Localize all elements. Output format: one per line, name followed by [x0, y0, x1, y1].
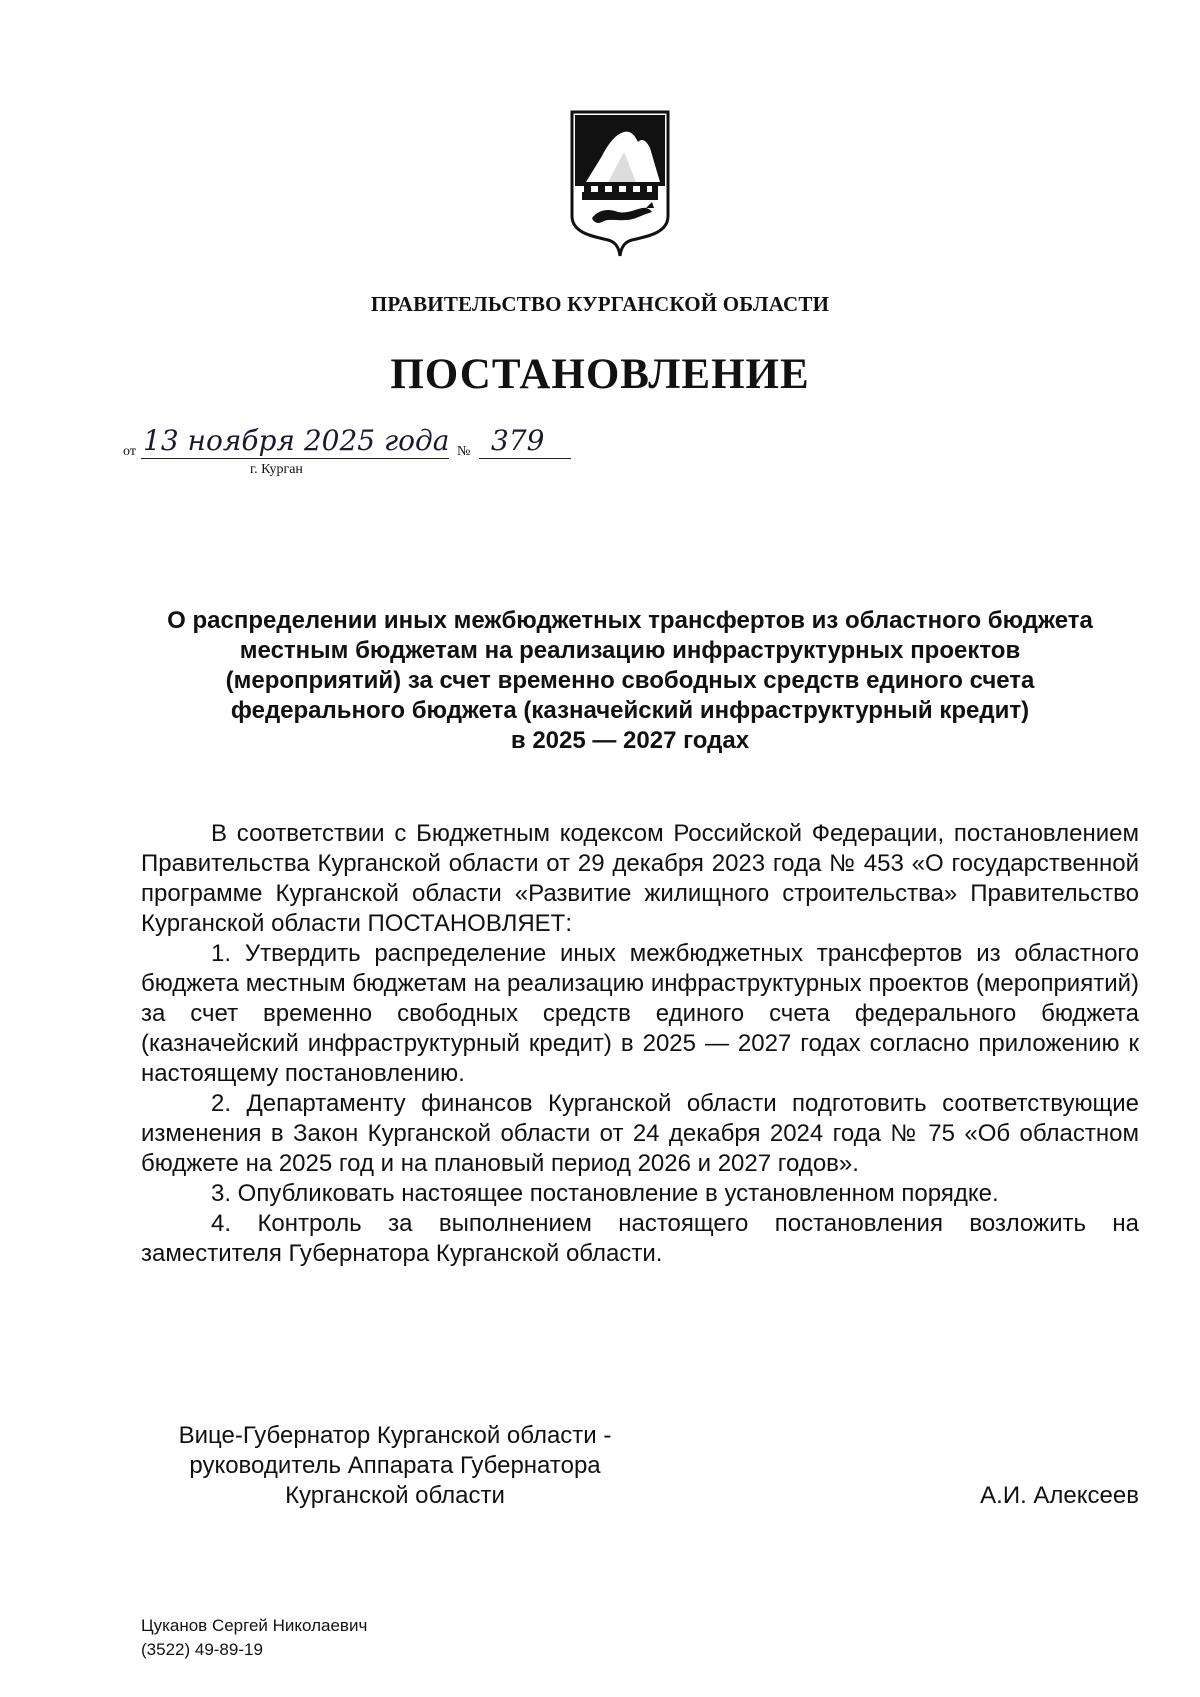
- signatory-position: [130, 1421, 660, 1511]
- handwritten-number: 379: [491, 424, 545, 457]
- organization-name: ПРАВИТЕЛЬСТВО КУРГАНСКОЙ ОБЛАСТИ: [370, 292, 830, 316]
- title-line: О распределении иных межбюджетных трансфертов из областного бюджета: [167, 607, 1093, 634]
- number-underline: [479, 458, 571, 459]
- title-line: в 2025 — 2027 годах: [510, 727, 750, 754]
- signatory-name: А.И. Алексеев: [980, 1482, 1139, 1509]
- executor-name: Цуканов Сергей Николаевич: [141, 1616, 368, 1635]
- executor-contact: [141, 1614, 367, 1662]
- date-number-line: [123, 424, 643, 492]
- title-line: (мероприятий) за счет временно свободных средств единого счета: [225, 667, 1035, 694]
- document-title: [130, 606, 1130, 756]
- title-line: федерального бюджета (казначейский инфраструктурный кредит): [230, 697, 1030, 724]
- coat-of-arms-emblem: [568, 108, 672, 260]
- title-line: местным бюджетам на реализацию инфраструктурных проектов: [239, 637, 1021, 664]
- position-line: Вице-Губернатор Курганской области -: [178, 1422, 612, 1449]
- document-type-heading: ПОСТАНОВЛЕНИЕ: [390, 351, 810, 398]
- from-label: от: [123, 444, 136, 459]
- position-line: Курганской области: [285, 1482, 505, 1509]
- position-line: руководитель Аппарата Губернатора: [189, 1452, 601, 1479]
- clause-1: 1. Утвердить распределение иных межбюджетных трансфертов из областного бюджета местным бюджетам на реализацию инфраструктурных проектов (мероприятий) за счет временно свободных средств единого счета федерального бюджета (казначейский инфраструктурный кредит) в 2025 — 2027 годах согласно приложению к настоящему постановлению.: [141, 940, 1139, 1087]
- executor-phone: (3522) 49-89-19: [141, 1640, 263, 1659]
- clause-4: 4. Контроль за выполнением настоящего постановления возложить на заместителя Губернатора Курганской области.: [141, 1210, 1139, 1267]
- city-label: г. Курган: [250, 462, 303, 477]
- date-underline: [141, 458, 449, 459]
- handwritten-date: 13 ноября 2025 года: [143, 424, 450, 457]
- preamble-paragraph: В соответствии с Бюджетным кодексом Российской Федерации, постановлением Правительства Курганской области от 29 декабря 2023 года № 453 «О государственной программе Курганской области «Развитие жилищного строительства» Правительство Курганской области ПОСТАНОВЛЯЕТ:: [141, 820, 1139, 937]
- clause-3: 3. Опубликовать настоящее постановление в установленном порядке.: [211, 1180, 999, 1207]
- clause-2: 2. Департаменту финансов Курганской области подготовить соответствующие изменения в Закон Курганской области от 24 декабря 2024 года № 75 «Об областном бюджете на 2025 год и на плановый период 2026 и 2027 годов».: [141, 1090, 1139, 1177]
- number-label: №: [457, 444, 471, 459]
- document-body: [141, 819, 1139, 1269]
